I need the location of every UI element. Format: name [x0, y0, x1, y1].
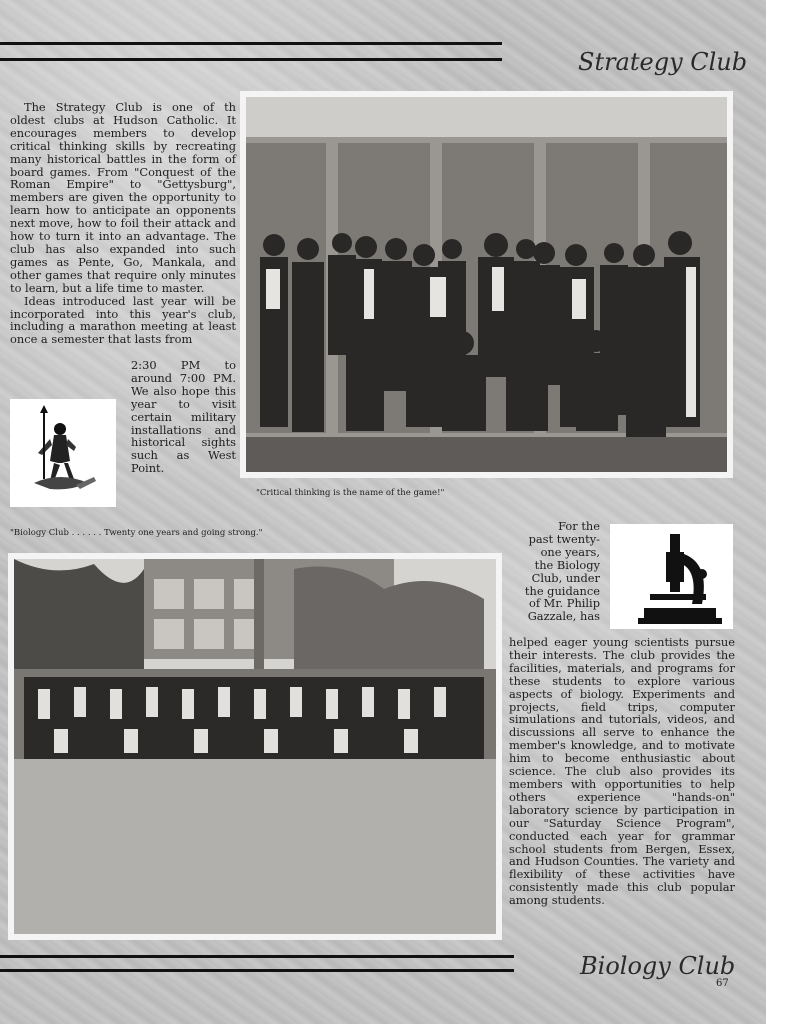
strategy-club-photo [240, 91, 733, 478]
biology-body [509, 636, 735, 907]
strategy-body [10, 101, 236, 346]
bottom-rule-2 [0, 969, 514, 972]
top-rule-1 [0, 42, 502, 45]
biology-club-title: Biology Club [580, 952, 736, 980]
page-number: 67 [716, 978, 729, 989]
microscope-icon [610, 524, 733, 629]
strategy-clipart [10, 399, 116, 507]
biology-paragraph-1: For the past twenty-one years, the Biology Club, under the guidance of Mr. Philip Gazzale, has [524, 519, 600, 624]
strategy-paragraph-2: Ideas introduced last year will be incorporated into this year's club, including a marathon meeting at least once a semester that lasts from [10, 293, 236, 347]
biology-body-narrow [520, 520, 600, 623]
strategy-club-title: Strategy Club [578, 48, 748, 76]
strategy-paragraph-2-cont: 2:30 PM to around 7:00 PM. We also hope this year to visit certain military installations and historical sights such as West Point. [131, 358, 236, 476]
biology-photo-image [14, 559, 496, 934]
biology-clipart [610, 524, 733, 629]
biology-paragraph-1-cont: helped eager young scientists pursue their interests. The club provides the facilities, materials, and programs for these students to explore various aspects of biology. Experiments and projects, field trips, computer simulations and tutorials, videos, and discussions all serve to enhance the member's knowledge, and to motivate him to become enthusiastic about science. The club also provides its members with opportunities to help others experience "hands-on" laboratory science by participation in our "Saturday Science Program", conducted each year for grammar school students from Bergen, Essex, and Hudson Counties. The variety and flexibility of these activities have consistently made this club popular among students. [509, 635, 735, 908]
top-rule-2 [0, 58, 502, 61]
strategy-body-wrap [131, 359, 236, 475]
strategy-paragraph-1: The Strategy Club is one of th oldest clubs at Hudson Catholic. It encourages members to develop critical thinking skills by recreating many historical battles in the form of board games. From "Conquest of the Roman Empire" to "Gettysburg", members are given the opportunity to learn how to anticipate an opponents next move, how to foil their attack and how to turn it into an advantage. The club has also expanded into such games as Pente, Go, Mankala, and other games that require only minutes to learn, but a life time to master. [10, 100, 236, 295]
knight-warrior-icon [10, 399, 116, 507]
strategy-photo-image [246, 97, 727, 472]
biology-club-photo [8, 553, 502, 940]
strategy-photo-caption: "Critical thinking is the name of the game!" [256, 488, 445, 498]
biology-photo-caption: "Biology Club . . . . . . Twenty one years and going strong." [10, 528, 263, 538]
bottom-rule-1 [0, 955, 514, 958]
